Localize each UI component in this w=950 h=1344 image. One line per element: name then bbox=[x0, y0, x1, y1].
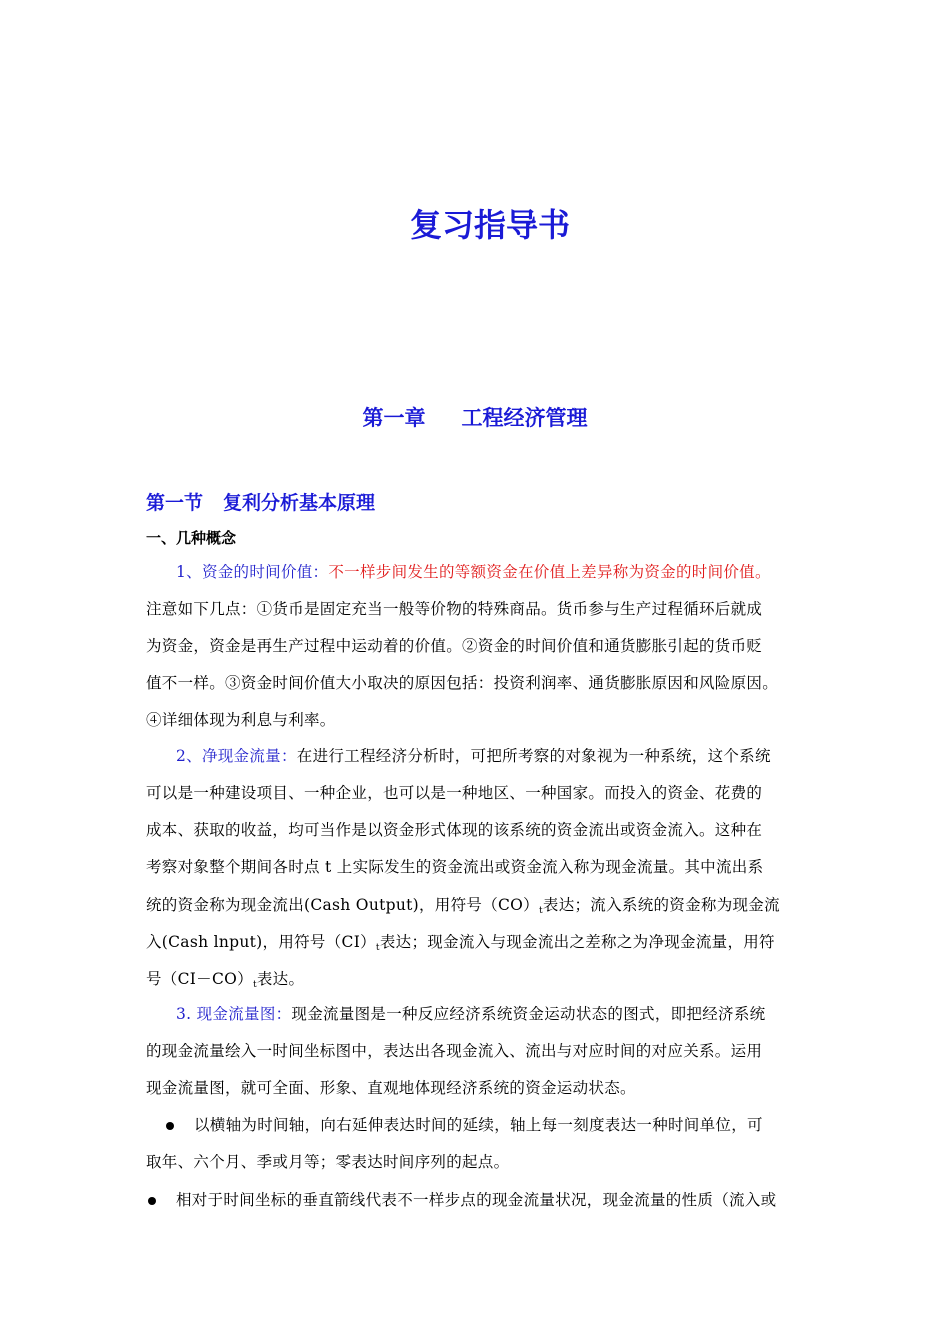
chapter-name: 工程经济管理 bbox=[461, 406, 588, 430]
definition-time-value: 不一样步间发生的等额资金在价值上差异称为资金的时间价值。 bbox=[328, 563, 771, 581]
paragraph-1-line-2: 注意如下几点：①货币是固定充当一般等价物的特殊商品。货币参与生产过程循环后就成 bbox=[146, 600, 763, 618]
bullet-item-1-text: 以横轴为时间轴，向右延伸表达时间的延续，轴上每一刻度表达一种时间单位，可 bbox=[194, 1116, 763, 1134]
paragraph-2-line-1-text: 在进行工程经济分析时，可把所考察的对象视为一种系统，这个系统 bbox=[296, 747, 771, 765]
paragraph-2-line-5-a: 统的资金称为现金流出(Cash Output)，用符号（CO） bbox=[146, 896, 539, 914]
paragraph-2-line-1 bbox=[176, 746, 771, 766]
section-heading bbox=[146, 488, 375, 515]
paragraph-2-line-4: 考察对象整个期间各时点 t 上实际发生的资金流出或资金流入称为现金流量。其中流出系 bbox=[146, 858, 764, 876]
paragraph-1-line-3: 为资金，资金是再生产过程中运动着的价值。②资金的时间价值和通货膨胀引起的货币贬 bbox=[146, 637, 763, 655]
paragraph-3-line-2: 的现金流量绘入一时间坐标图中，表达出各现金流入、流出与对应时间的对应关系。运用 bbox=[146, 1042, 763, 1060]
bullet-item-2-text: 相对于时间坐标的垂直箭线代表不一样步点的现金流量状况，现金流量的性质（流入或 bbox=[176, 1191, 777, 1209]
paragraph-1-line-1 bbox=[176, 562, 771, 582]
paragraph-2-line-3: 成本、获取的收益，均可当作是以资金形式体现的该系统的资金流出或资金流入。这种在 bbox=[146, 821, 763, 839]
subscript-t: t bbox=[252, 980, 257, 990]
term-label-cash-flow-diagram: 3. 现金流量图： bbox=[176, 1005, 292, 1023]
subscript-t: t bbox=[375, 943, 380, 953]
term-label-time-value: 1、资金的时间价值： bbox=[176, 563, 329, 581]
subheading: 一、几种概念 bbox=[146, 529, 237, 547]
paragraph-2-line-7 bbox=[146, 969, 304, 995]
bullet-dot-icon bbox=[166, 1122, 174, 1130]
subscript-t: t bbox=[538, 906, 543, 916]
paragraph-3-line-3: 现金流量图，就可全面、形象、直观地体现经济系统的资金运动状态。 bbox=[146, 1079, 636, 1097]
paragraph-1-line-5: ④详细体现为利息与利率。 bbox=[146, 711, 336, 729]
paragraph-3-line-1-text: 现金流量图是一种反应经济系统资金运动状态的图式，即把经济系统 bbox=[291, 1005, 766, 1023]
document-title: 复习指导书 bbox=[409, 206, 570, 244]
paragraph-2-line-6 bbox=[146, 932, 775, 958]
section-number: 第一节 bbox=[146, 492, 204, 514]
bullet-item-1-line-1 bbox=[166, 1115, 763, 1135]
paragraph-1-line-4: 值不一样。③资金时间价值大小取决的原因包括：投资利润率、通货膨胀原因和风险原因。 bbox=[146, 674, 779, 692]
chapter-number: 第一章 bbox=[362, 406, 426, 430]
bullet-item-1-line-2: 取年、六个月、季或月等；零表达时间序列的起点。 bbox=[146, 1153, 510, 1171]
paragraph-2-line-6-a: 入(Cash lnput)，用符号（CI） bbox=[146, 933, 376, 951]
paragraph-2-line-7-b: 表达。 bbox=[256, 970, 305, 988]
bullet-item-2-line-1 bbox=[148, 1190, 776, 1210]
paragraph-2-line-5-b: 表达；流入系统的资金称为现金流 bbox=[542, 896, 780, 914]
chapter-heading bbox=[0, 402, 950, 432]
bullet-dot-icon bbox=[148, 1197, 156, 1205]
paragraph-2-line-7-a: 号（CI－CO） bbox=[146, 970, 253, 988]
section-name: 复利分析基本原理 bbox=[223, 492, 376, 514]
paragraph-2-line-6-b: 表达；现金流入与现金流出之差称之为净现金流量，用符 bbox=[379, 933, 775, 951]
paragraph-2-line-5 bbox=[146, 895, 780, 921]
term-label-net-cash-flow: 2、净现金流量： bbox=[176, 747, 297, 765]
paragraph-3-line-1 bbox=[176, 1004, 765, 1024]
paragraph-2-line-2: 可以是一种建设项目、一种企业，也可以是一种地区、一种国家。而投入的资金、花费的 bbox=[146, 784, 763, 802]
